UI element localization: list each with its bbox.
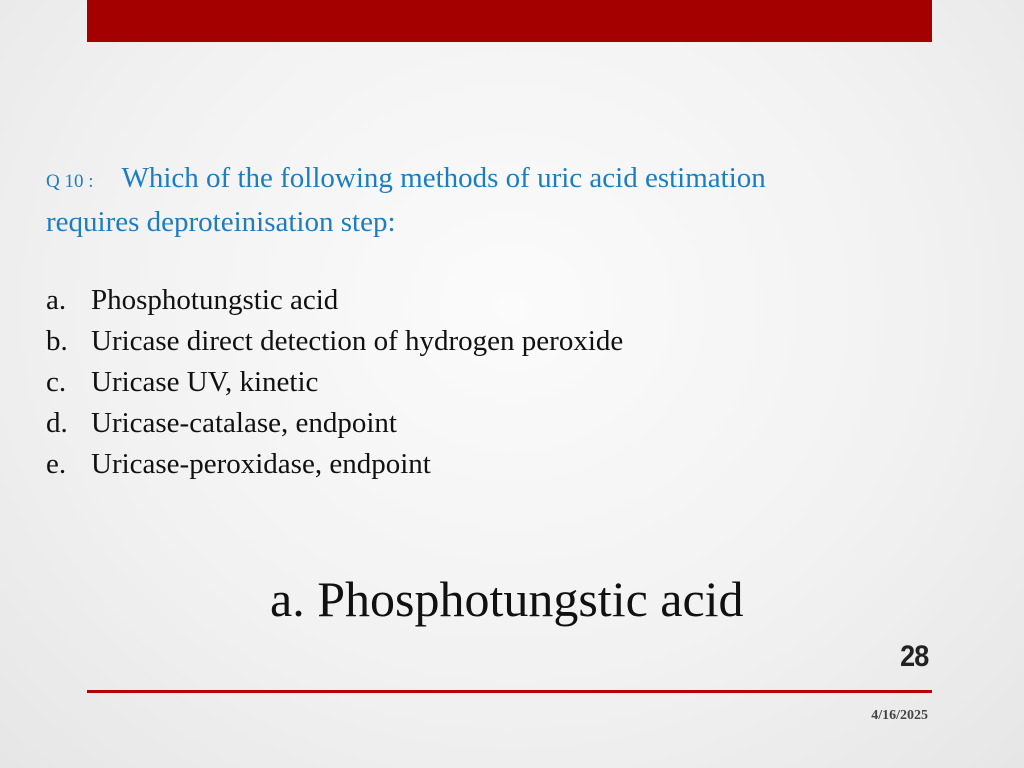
option-letter: d. — [46, 407, 68, 439]
option-letter: b. — [46, 325, 68, 357]
header-accent-bar — [87, 0, 932, 42]
question — [46, 158, 946, 243]
answer-options-list — [46, 280, 623, 485]
slide-number: 28 — [899, 640, 928, 673]
option-c — [46, 362, 623, 403]
option-letter: a. — [46, 284, 67, 316]
option-text: Uricase-catalase, endpoint — [91, 407, 397, 439]
option-text: Uricase direct detection of hydrogen peroxide — [91, 325, 624, 357]
slide-date: 4/16/2025 — [871, 708, 928, 723]
option-text: Phosphotungstic acid — [91, 284, 339, 316]
correct-answer: a. Phosphotungstic acid — [270, 571, 744, 627]
option-e — [46, 444, 623, 485]
option-b — [46, 321, 623, 362]
option-a — [46, 280, 623, 321]
footer-divider — [87, 690, 932, 693]
question-number: Q 10 : — [46, 171, 94, 192]
option-d — [46, 403, 623, 444]
option-text: Uricase-peroxidase, endpoint — [91, 448, 431, 480]
question-text-line2: requires deproteinisation step: — [46, 206, 396, 238]
option-text: Uricase UV, kinetic — [91, 366, 319, 398]
option-letter: e. — [46, 448, 67, 480]
question-text-line1: Which of the following methods of uric acid estimation — [121, 162, 766, 194]
option-letter: c. — [46, 366, 67, 398]
